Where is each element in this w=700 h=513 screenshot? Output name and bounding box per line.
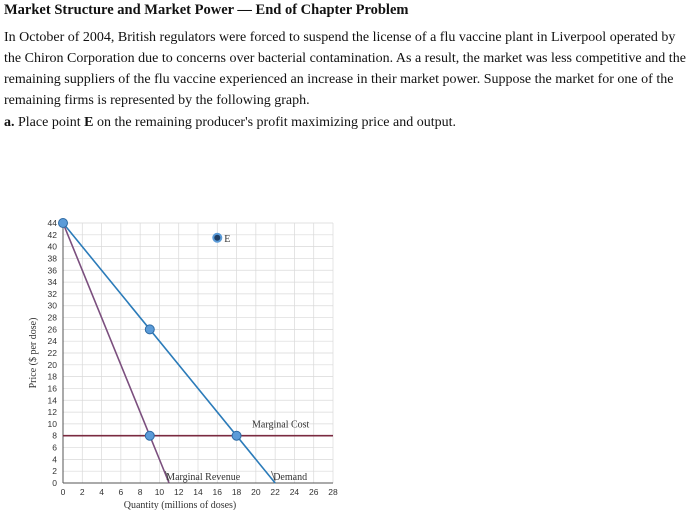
x-tick-label: 14 (193, 487, 203, 497)
y-tick-label: 44 (47, 218, 57, 228)
y-tick-label: 10 (47, 418, 57, 429)
x-tick-label: 0 (60, 487, 66, 497)
curve-point[interactable] (145, 325, 154, 334)
x-tick-label: 18 (231, 487, 242, 497)
point-e-marker-center[interactable] (214, 235, 220, 241)
marginal-cost-label: Marginal Cost (252, 419, 310, 431)
monopoly-graph[interactable] (0, 205, 360, 510)
task-text-before: Place point (14, 115, 85, 130)
y-tick-label: 32 (47, 288, 57, 299)
demand-label: Demand (273, 472, 308, 483)
x-tick-label: 22 (270, 487, 280, 497)
marginal-revenue-label: Marginal Revenue (166, 472, 241, 483)
y-tick-label: 20 (47, 359, 57, 370)
curve-point[interactable] (145, 431, 154, 440)
y-tick-label: 24 (47, 336, 57, 347)
y-tick-label: 2 (52, 466, 57, 477)
x-tick-label: 4 (99, 487, 104, 497)
x-tick-label: 24 (289, 487, 300, 497)
x-tick-label: 2 (79, 487, 85, 497)
task-prompt (4, 115, 456, 131)
page-title: Market Structure and Market Power — End of Chapter Problem (4, 2, 409, 18)
y-tick-label: 42 (47, 229, 57, 240)
curve-point[interactable] (59, 219, 68, 228)
y-tick-label: 38 (47, 253, 57, 264)
y-tick-label: 14 (47, 395, 57, 406)
y-tick-label: 18 (47, 371, 57, 382)
y-tick-label: 4 (52, 454, 57, 465)
x-axis-label: Quantity (millions of doses) (123, 500, 237, 510)
y-tick-label: 6 (52, 442, 57, 453)
y-tick-label: 16 (47, 383, 57, 394)
x-tick-label: 28 (328, 487, 338, 497)
y-tick-label: 0 (52, 478, 57, 488)
grid-lines (63, 223, 333, 483)
y-axis-label: Price ($ per dose) (28, 317, 39, 389)
y-tick-label: 40 (47, 241, 57, 252)
y-tick-label: 34 (47, 277, 57, 288)
task-letter: a. (4, 115, 15, 130)
y-tick-label: 8 (52, 430, 57, 441)
y-tick-label: 30 (47, 300, 57, 311)
x-tick-label: 8 (137, 487, 143, 497)
problem-text: In October of 2004, British regulators were forced to suspend the license of a flu vaccine plant in Liverpool operated by the Chiron Corporation due to concerns over bacterial contamination. As a result, the market was less competitive and the remaining suppliers of the flu vaccine experienced an increase in their market power. Suppose the market for one of the remaining firms is represented by the following graph. (4, 30, 686, 108)
point-e-label: E (224, 233, 231, 245)
y-tick-label: 12 (47, 407, 57, 418)
x-tick-label: 12 (173, 487, 184, 497)
task-text-after: on the remaining producer's profit maximizing price and output. (93, 115, 456, 130)
task-point-label: E (84, 115, 94, 130)
x-tick-label: 10 (154, 487, 165, 497)
x-tick-label: 16 (212, 487, 223, 497)
y-tick-label: 26 (47, 324, 57, 335)
x-tick-label: 20 (251, 487, 261, 497)
y-tick-label: 28 (47, 312, 57, 323)
x-tick-label: 26 (308, 487, 319, 497)
y-tick-label: 36 (47, 265, 57, 276)
y-tick-label: 22 (47, 348, 57, 358)
curve-point[interactable] (232, 431, 241, 440)
x-tick-label: 6 (118, 487, 124, 497)
